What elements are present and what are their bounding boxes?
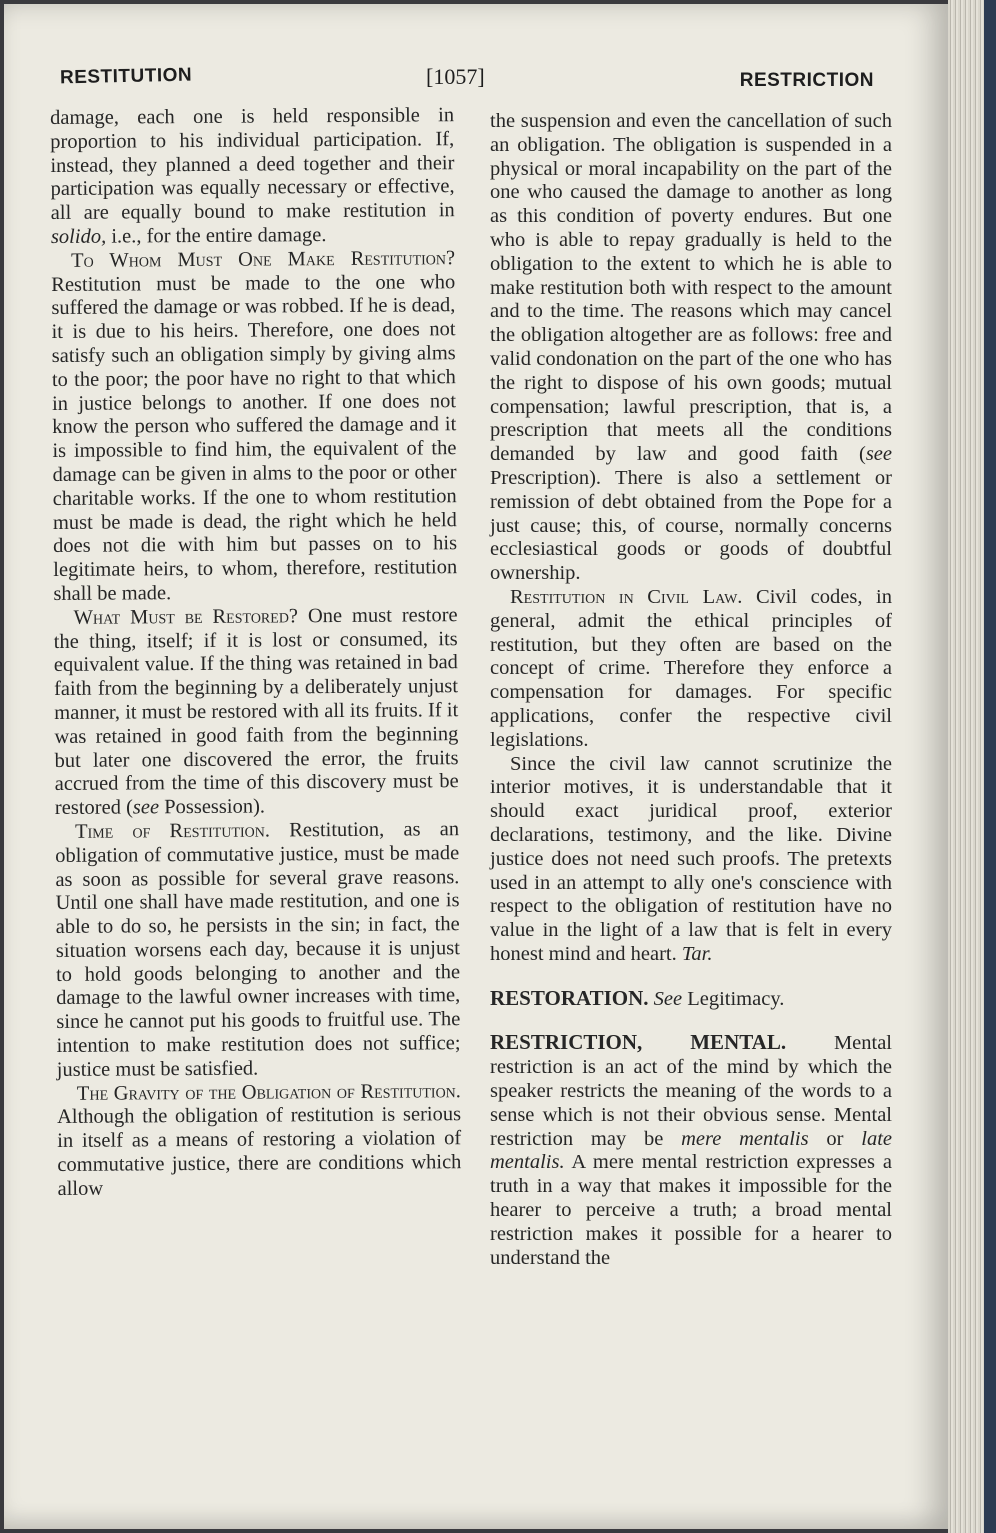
header-left-guideword: RESTITUTION: [59, 64, 193, 89]
paragraph: damage, each one is held responsible in proportion to his individual participation. If, instead, they planned a deed together and their participation was equally necessary or effective, all are equally bound to make restitution in solido, i.e., for the entire damage.: [50, 104, 455, 248]
paragraph: To Whom Must One Make Restitution? Restitution must be made to the one who suffered the damage or was robbed. If he is dead, it is due to his heirs. Therefore, one does not satisfy such an obligation simply by giving alms to the poor; the poor have no right to that which in justice belongs to another. If one does not know the person who suffered the damage and it is impossible to find him, the equivalent of the damage can be given in alms to the poor or other charitable works. If the one to whom restitution must be made is dead, the right which he held does not die with him but passes on to his legitimate heirs, to whom, therefore, restitution shall be made.: [51, 246, 458, 605]
paragraph: What Must be Restored? One must restore the thing, itself; if it is lost or consumed, its equivalent value. If the thing was retained in bad faith from the beginning by a deliberately unjust manner, it must be restored with all its fruits. If it was retained in good faith from the beginning but later one discovered the error, the fruits accrued from the time of this discovery must be restored (see Possession).: [53, 603, 459, 820]
section-heading: The Gravity of the Obligation of Restitution.: [76, 1079, 461, 1105]
page-number: [1057]: [426, 64, 485, 89]
header-right-guideword: RESTRICTION: [739, 70, 874, 91]
entry-headword: RESTORATION.: [490, 985, 649, 1010]
section-heading: What Must be Restored?: [73, 605, 299, 629]
paragraph: Restitution in Civil Law. Civil codes, in general, admit the ethical principles of restitution, but they often are based on the concept of crime. Therefore they enforce a compensation for damages. For specific applications, confer the respective civil legislations.: [490, 585, 892, 751]
paragraph: Since the civil law cannot scrutinize the interior motives, it is understandable that it should exact juridical proof, exterior declarations, testimony, and the like. Divine justice does not need such proofs. The pretexts used in an attempt to ally one's conscience with respect to the obligation of restitution have no value in the light of a law that is felt in every honest mind and heart. Tar.: [490, 752, 892, 965]
left-column: [50, 104, 462, 1201]
running-header: [60, 66, 874, 96]
section-heading: Restitution in Civil Law.: [510, 585, 743, 608]
author-initials: Tar.: [681, 942, 713, 965]
dictionary-entry-restriction-mental: RESTRICTION, MENTAL. Mental restriction is an act of the mind by which the speaker restricts the meaning of the words to a sense which is not their obvious sense. Mental restriction may be mere mentalis or late mentalis. A mere mental restriction expresses a truth in a way that makes it impossible for the hearer to perceive a truth; a broad mental restriction makes it possible for a hearer to understand the: [490, 1030, 893, 1269]
entry-headword: RESTRICTION, MENTAL.: [490, 1030, 787, 1055]
paragraph: the suspension and even the cancellation of such an obligation. The obligation is suspended in a physical or moral incapability on the part of the one who caused the damage to another as long as this condition of poverty endures. But one who is able to repay gradually is held to the obligation to the extent to which he is able to make restitution both with respect to the amount and to the time. The reasons which may cancel the obligation altogether are as follows: free and valid condonation on the part of the one who has the right to dispose of his own goods; mutual compensation; lawful prescription, that is, a prescription that meets all the conditions demanded by law and good faith (see Prescription). There is also a settlement or remission of debt obtained from the Pope for a just cause; this, of course, normally concerns ecclesiastical goods or goods of doubtful ownership.: [490, 110, 892, 585]
cross-reference: Legitimacy.: [687, 987, 785, 1010]
right-column: [490, 110, 892, 1270]
section-heading: Time of Restitution.: [74, 819, 271, 843]
paragraph: The Gravity of the Obligation of Restitution. Although the obligation of restitution is serious in itself as a means of restoring a violation of commutative justice, there are conditions which allow: [56, 1079, 462, 1200]
page-edges: [948, 0, 996, 1533]
dictionary-entry-restoration: RESTORATION. See Legitimacy.: [490, 985, 785, 1010]
section-heading: To Whom Must One Make Restitution?: [70, 246, 456, 272]
book-cover-edge: [984, 0, 996, 1533]
paragraph: Time of Restitution. Restitution, as an obligation of commutative justice, must be made as soon as possible for several grave reasons. Until one shall have made restitution, and one is able to do so, he persists in the sin; in fact, the situation worsens each day, because it is unjust to hold goods belonging to another and the damage to the lawful owner increases with time, since he cannot put his goods to fruitful use. The intention to make restitution does not suffice; justice must be satisfied.: [55, 818, 461, 1081]
book-page: [4, 4, 948, 1529]
